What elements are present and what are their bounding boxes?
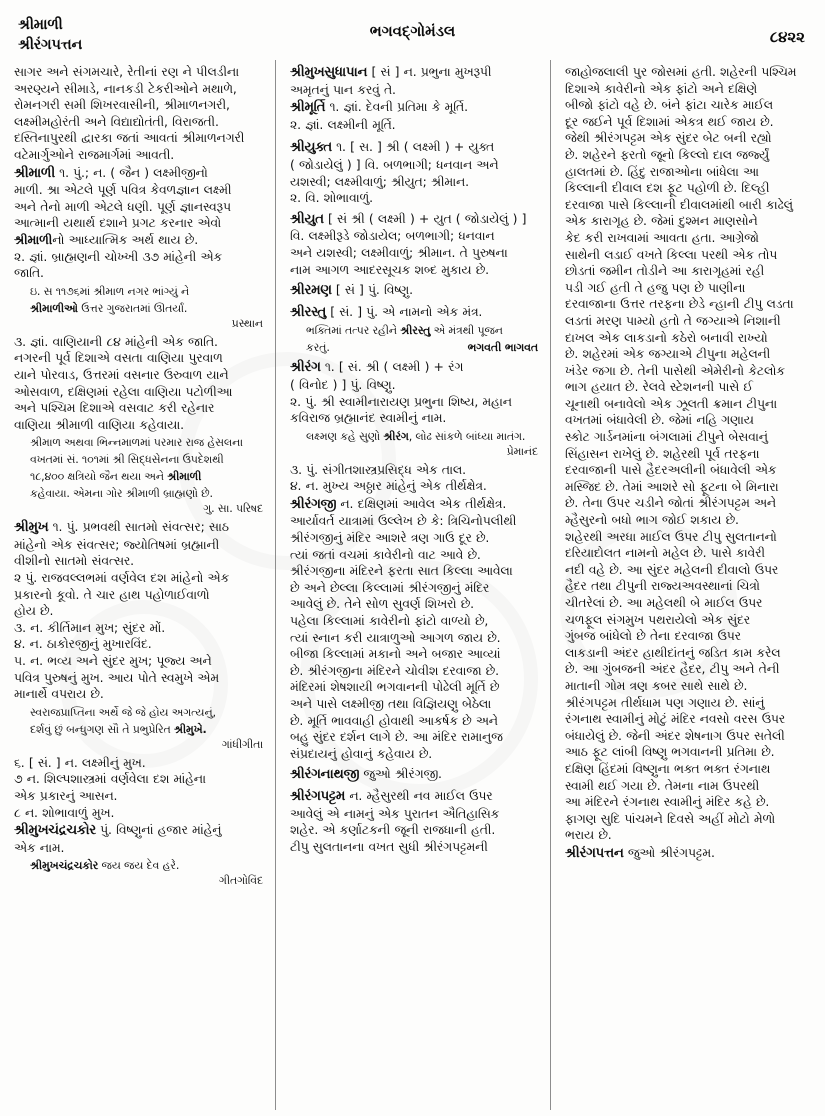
text-line: ૮ ન. શોભાવાળું મુખ. [14, 804, 115, 820]
text-line: ૨. જ્ઞાં. લક્ષ્મીની મૂર્તિ. [290, 116, 396, 132]
citation-quote [14, 722, 263, 737]
citation-source: પ્રસ્થાન [231, 316, 263, 330]
text-line: છે. આ ગુંબજની અંદર હૈદર, ટીપુ અને તેની [565, 661, 780, 677]
entry-text: ૧. [ સં. શ્રી ( લક્ષ્મી ) + રંગ [320, 359, 464, 375]
citation-quote: વખતમાં સં. ૧૦૧માં શ્રી સિદ્ધસેનના ઉપદેશથી [30, 453, 224, 467]
continued-quotation [14, 64, 263, 164]
text-line: ત્યાં સ્નાન કરી યાત્રાળુઓ આગળ જાય છે. [290, 629, 501, 645]
column-1 [0, 60, 275, 1110]
text-line: છે. શહેરને ફરતો જૂનો કિલ્લો દાલ જર્જ્યું [565, 146, 770, 162]
entry-first-line [14, 822, 263, 840]
text-line: ૩. જ્ઞાં. વાણિયાની ૮૪ માંહેની એક જાતિ. [14, 333, 218, 349]
text-line: નદી વહે છે. આ સુંદર મહેલની દીવાલો ઉપર [565, 561, 779, 577]
text-line: અને પશ્ચિમ દિશાએ વસવાટ કરી રહેનાર [14, 400, 215, 416]
text-line: સ્કોટ ગાર્ડનમાંના બંગલામાં ટીપુને બેસવાનું [565, 429, 768, 445]
bold-term: શ્રીમુખે. [173, 722, 207, 736]
dictionary-entry-shrirangapattam [290, 788, 538, 855]
text-line: દિશાએ કાવેરીનો એક ફાંટો અને દક્ષિણે [565, 80, 758, 96]
entry-text: પું. વિષ્ણુનાં હજાર માંહેનું [95, 822, 222, 838]
entry-first-line [290, 211, 538, 229]
text-line: બહુ સુંદર દર્શન લાગે છે. આ મંદિર રામાનુજ [290, 729, 503, 745]
dictionary-entry-shrirangapattam-continued [565, 64, 813, 844]
entry-text: [ સં ] પું. વિષ્ણુ. [331, 282, 413, 298]
dictionary-entry-shrirangapattan [565, 845, 813, 863]
entry-first-line [290, 304, 538, 322]
dictionary-entry-shrimukhchandrachakor [14, 822, 263, 888]
text-line: ૩. ન. કીર્તિમાન મુખ; સુંદર મોં. [14, 619, 165, 635]
text-line: દસ્તિનાપુરથી દ્વારકા જતાં આવતાં શ્રીમાળનગરી [14, 130, 245, 146]
headword: શ્રીરમણ [290, 283, 332, 299]
text-line: સંપ્રદાયનું હોવાનું કહેવાય છે. [290, 745, 433, 761]
text-line: અને તેનો માળી એટલે ધણી. પૂર્ણ જ્ઞાનસ્વરૂપ [14, 198, 231, 214]
text-line: હાલતમાં છે. હિંદુ રાજાઓના બાંધેલા આ [565, 163, 759, 179]
text-line: લાકડાની અંદર હાથીદાંતનું જડિત કામ કરેલ [565, 644, 781, 660]
entry-first-line [290, 766, 538, 784]
running-head-left-last-entry: શ્રીરંગપત્તન [18, 36, 83, 53]
entry-text: [ સં શ્રી ( લક્ષ્મી ) + યુત ( જોડાયેલું ) ] [323, 210, 527, 226]
text-line: માંહેનો એક સંવત્સર; જ્યોતિષમાં બ્રહ્માની [14, 536, 220, 552]
text-line: બંધાયેલું છે. જેની અંદર શેષનાગ ઉપર સતેલી [565, 727, 785, 743]
citation-source: ગીતગોવિંદ [218, 874, 263, 888]
text-line: સાથેની લડાઈ વખતે કિલ્લા પરથી એક તોપ [565, 246, 778, 262]
headword: શ્રીમુખસુધાપાન [290, 65, 368, 80]
text-line: શ્રીરંગજીનું મંદિર આશરે ત્રણ ગાઉ દૂર છે. [290, 530, 490, 546]
text-line: દાખલ એક લાકડાનો કઠેરો બનાવી રાખ્યો [565, 329, 768, 345]
quote-text: ૧૮,૪૦૦ ક્ષત્રિયો જૈન થયા અને [30, 470, 168, 484]
text-line: એક પ્રકારનું આસન. [14, 788, 118, 803]
citation-quote [14, 469, 263, 484]
text-line: દરવાજાના ઉત્તર તરફના છેડે ન્હાની ટીપુ લડતા [565, 296, 794, 312]
running-head-left-first-entry: શ્રીમાળી [18, 17, 63, 33]
text-line: આ મંદિરને રંગનાથ સ્વામીનું મંદિર કહે છે. [565, 794, 770, 810]
text-line: આત્માની યથાર્થ દશાને પ્રગટ કરનાર એવો [14, 215, 222, 231]
text-line: મ્હૈસુરનો બધો ભાગ જોઈ શકાય છે. [565, 512, 739, 528]
entry-text: ૧. પું.; ન. ( જૈન ) લક્ષ્મીજીનો [54, 164, 208, 180]
dictionary-entry-shrimali [14, 165, 263, 517]
text-line: દરવાજા પાસે કિલ્લાની દીવાલમાંથી બારી કાઢેલું [565, 196, 793, 212]
citation-quote: કહેવાયા. એમના ગોર શ્રીમાળી બ્રાહ્મણો છે. [30, 487, 213, 501]
dictionary-entry-shrirang [290, 359, 538, 495]
citation-source: પ્રેમાનંદ [506, 444, 538, 458]
text-line: નામ આગળ આદરસૂચક શબ્દ મુકાય છે. [290, 261, 489, 277]
text-line: કવિરાજ બ્રહ્માનંદ સ્વામીનું નામ. [290, 410, 447, 426]
text-line: માતાની ગોમ ત્રણ કબર સાથે સાથે છે. [565, 677, 748, 693]
text-line: છે. તેના ઉપર ચડીને જોતાં શ્રીરંગપટ્ટમ અને [565, 495, 777, 511]
text-line: પવિત્ર પુરુષનું મુખ. આય પોતે સ્વમુખે એમ [14, 669, 219, 685]
text-line: જેથી શ્રીરંગપટ્ટમ એક સુંદર બેટ બની રહ્યો [565, 130, 772, 146]
text-line: ભરાય છે. [565, 827, 612, 843]
text-line: ફાગણ સુદિ પાંચમને દિવસે અહીં મોટો મેળો [565, 810, 776, 826]
entry-text: [ સં. ] પું. એ નામનો એક મંત્ર. [325, 303, 483, 319]
headword: શ્રીરંગ [290, 360, 321, 376]
quote-text: ઇ. સ ૧૧૭૬માં શ્રીમાળ નગર ભાંગ્યું ને [30, 284, 190, 298]
text-line: લક્ષ્મીમહોરંતી અને વિદ્યાદ્યોતંતી, વિરાજતી. [14, 113, 219, 129]
column-3 [550, 60, 825, 1110]
entry-first-line [290, 139, 538, 157]
dictionary-entry-shrimukh [14, 519, 263, 821]
columns-container [0, 60, 825, 1110]
text-line: પ્રકારનો કૂવો. તે ચાર હાથ પહોળાઈવાળો [14, 586, 210, 602]
citation-quote [14, 301, 263, 316]
text-line: આવેલું એ નામનું એક પુરાતન ઐતિહાસિક [290, 805, 500, 821]
entry-first-line [290, 282, 538, 300]
text-line: માળી. શ્રા એટલે પૂર્ણ પવિત્ર કેવળજ્ઞાન લક્ષ્મી [14, 182, 232, 198]
text-line: વખતમાં બંધાવેલી છે. જેમાં નહિ ગણાય [565, 412, 754, 428]
quote-text: લક્ષ્મણ કહે સુણો [306, 429, 384, 443]
text-line: અને યશસ્વી; લક્ષ્મીવાળું; શ્રીમાન. તે પુરુષના [290, 244, 508, 260]
citation-source: ગુ. સા. પરિષદ [203, 502, 263, 516]
headword: શ્રીરંગજી [290, 496, 337, 512]
text-line: આઠ ફૂટ લાંબી વિષ્ણુ ભગવાનની પ્રતિમા છે. [565, 744, 775, 760]
text-line: એક નામ. [14, 839, 65, 855]
text-line: બીજા કિલ્લામાં મકાનો અને બજાર આવ્યાં [290, 646, 501, 662]
dictionary-entry-shrimurti [290, 99, 538, 133]
headword: શ્રીયુક્ત [290, 140, 332, 156]
text-line: ગુંબજ બાંધેલો છે તેના દરવાજા ઉપર [565, 628, 741, 644]
text-line: યાને પોરવાડ, ઉત્તરમાં વસનાર ઉરુવાળ યાને [14, 366, 229, 382]
text-line: છોડતાં જમીન તોડીને આ કારાગૃહમાં રહી [565, 263, 765, 279]
dictionary-entry-shrimukhsudhapan [290, 64, 538, 98]
text-line: ઓસવાળ, દક્ષિણમાં રહેલા વાણિયા પટોળીઆ [14, 383, 233, 399]
entry-first-line [290, 64, 538, 82]
text-line: ટીપુ સુલતાનના વખત સુધી શ્રીરંગપટ્ટમની [290, 838, 488, 854]
quote-text: કરતું. [306, 341, 330, 355]
cross-reference: જુઓ શ્રીરંગજી. [359, 766, 442, 782]
text-line: ચળફૂલ સંગમુખ પથરાયેલો એક સુંદર [565, 611, 751, 627]
text-line: મસ્જિદ છે. તેમાં આશરે સો ફૂટના બે મિનારા [565, 478, 779, 494]
entry-text: ન. દક્ષિણમાં આવેલ એક તીર્થક્ષેત્ર. [336, 495, 507, 511]
text-line: વટેમાર્ગુઓને રાજમાર્ગમાં આવતી. [14, 146, 175, 162]
headword: શ્રીમાળી [14, 165, 55, 181]
text-line: પહેલા કિલ્લામાં કાવેરીનો ફાંટો વાળ્યો છે, [290, 613, 489, 629]
text-line: ( જોડાયેલું ) ] વિ. બળભાગી; ધનવાન અને [290, 156, 499, 172]
citation-source: ભગવતી ભાગવત [467, 341, 538, 355]
quote-text: એ મંત્રથી પૂજન [430, 324, 503, 338]
entry-first-line [290, 359, 538, 377]
entry-text: [ સં ] ન. પ્રભુના મુખરૂપી [367, 64, 492, 79]
citation-quote: સ્વરાજપ્રાપ્તિના અર્થે જે જે હોય અગત્યનું, [30, 705, 216, 719]
text-line: અને પાસે લક્ષ્મીજી તથા વિજ્ઞિયણુ બેઠેલા [290, 696, 492, 711]
bold-term: શ્રીરંગ [383, 429, 409, 443]
bold-term: શ્રીરસ્તુ [400, 324, 431, 338]
text-line: રોમનગરી સમી શિખરવાસીની, શ્રીમાળનગરી, [14, 97, 230, 113]
text-line: હૈદર તથા ટીપુની રાજ્યઅવસ્થાનાં ચિત્રો [565, 578, 760, 594]
text-line: વિ. લક્ષ્મીરૂડે જોડાયેલ; બળભાગી; ધનવાન [290, 228, 495, 244]
text-line: માનાર્થે વપરાય છે. [14, 686, 104, 702]
text-line: શ્રીરંગપટ્ટમ તીર્થધામ પણ ગણાય છે. સાંનું [565, 694, 765, 710]
text-line: ૫. ન. ભવ્ય અને સુંદર મુખ; પૂજ્ય અને [14, 653, 212, 669]
cross-reference: જુઓ શ્રીરંગપટ્ટમ. [623, 844, 715, 860]
text-line: આવેલું છે. તેને સોળ સુવર્ણ શિખરો છે. [290, 596, 474, 612]
text-line: જાહોજલાલી પુર જોસમાં હતી. શહેરની પશ્ચિમ [565, 64, 797, 79]
entry-first-line [14, 165, 263, 183]
running-head [0, 0, 825, 62]
book-title: ભગવદ્‌ગોમંડલ [369, 22, 456, 40]
page-number: ૮૪૨૨ [769, 28, 805, 46]
text-line: ચૂનાથી બનાવેલો એક ઝૂલતી ક્રમાન ટીપુના [565, 395, 777, 411]
text-line: વાણિયા શ્રીમાળી વાણિયા કહેવાયા. [14, 416, 184, 432]
text-line: છે. શહેરમાં એક જગ્યાએ ટીપુના મહેલની [565, 346, 771, 362]
citation-quote [290, 429, 538, 444]
headword: શ્રીરંગપટ્ટમ [290, 788, 346, 804]
dictionary-entry-shriyukta [290, 139, 538, 206]
entry-first-line [290, 496, 538, 514]
entry-text: ૧. પું. પ્રભવથી સાતમો સંવત્સર; સાઠ [48, 519, 229, 535]
text-line: બીજો ફાંટો વહે છે. બંને ફાંટા ચારેક માઈલ [565, 97, 773, 113]
text-line: ૨. જ્ઞાં. બ્રાહ્મણની ચોખ્ખી ૩૭ માંહેની એક [14, 248, 223, 264]
citation-quote [290, 340, 538, 355]
text-line: સ્વામી થઈ ગયા છે. તેમના નામ ઉપરથી [565, 777, 760, 793]
headword: શ્રીરંગનાથજી [290, 767, 360, 783]
text-line: ૪. ન. ઠાકોરજીનું મુખારવિંદ. [14, 636, 152, 652]
entry-first-line [290, 99, 538, 117]
headword: શ્રીયુત [290, 211, 324, 227]
text-line: ખંડેર જગા છે. તેની પાસેથી એમેરીનો કેટલોક [565, 362, 785, 378]
headword: શ્રીરસ્તુ [290, 304, 326, 320]
quote-text: ઉત્તર ગુજરાતમાં ઊતર્યાં. [77, 301, 188, 315]
citation-quote [14, 858, 263, 873]
quote-text: , લોઢ સાંકળે બાંધ્યા માતંગ. [408, 429, 526, 443]
text-line: શહેરથી અરધા માઈલ ઉપર ટીપુ સુલતાનનો [565, 528, 777, 544]
text-line: ૪. ન. મુખ્ય અઠ્ઠાર માંહેનું એક તીર્થક્ષેત્ર. [290, 478, 487, 494]
column-2 [275, 60, 550, 1110]
text-line: ૭ ન. શિલ્પશાસ્ત્રમાં વર્ણવેલા દશ માંહેના [14, 771, 206, 787]
quote-text: જય જય દેવ હરે. [98, 859, 180, 873]
text-line: ૬. [ સં. ] ન. લક્ષ્મીનું મુખ. [14, 754, 146, 770]
text-line: વીશીનો સાતમો સંવત્સર. [14, 553, 134, 569]
headword: શ્રીરંગપત્તન [565, 845, 624, 861]
dictionary-entry-shrirangji [290, 496, 538, 763]
text-line: ૩. પું. સંગીતશાસ્ત્રપ્રસિદ્ધ એક તાલ. [290, 461, 466, 477]
dictionary-entry-shrirastu [290, 304, 538, 356]
text-line: શહેર. એ કર્ણાટકની જૂની રાજધાની હતી. [290, 822, 496, 838]
text-line: દૂર જઈને પૂર્વ દિશામાં એકત્ર થઈ જાય છે. [565, 113, 774, 129]
text-line: એક કારાગૃહ છે. જેમાં દુશ્મન માણસોને [565, 213, 758, 229]
text-line: લડતાં મરણ પામ્યો હતો તે જગ્યાએ નિશાની [565, 312, 781, 328]
text-line: દરવાજાની પાસે હૈદરઅલીની બંધાવેલી એક [565, 462, 777, 478]
text-line: દરિયાદોલત નામનો મહેલ છે. પાસે કાવેરી [565, 545, 765, 561]
entry-text: ન. મ્હૈસુરથી નવ માઈલ ઉપર [345, 787, 493, 803]
text-line: શ્રીરંગજીના મંદિરને ફરતા સાત કિલ્લા આવેલા [290, 563, 513, 579]
text-line [14, 232, 263, 249]
text-line: અમૃતનું પાન કરવું તે. [290, 81, 396, 97]
text-line: પડી ગઈ હતી તે હજુ પણ છે પાણીના [565, 279, 746, 295]
text-line: છે અને છેલ્લા કિલ્લામાં શ્રીરંગજીનું મંદિર [290, 579, 490, 595]
citation-quote [14, 284, 263, 299]
text-line: સાગર અને સંગમચારે, રેતીનાં રણ ને પીલડીના [14, 64, 239, 79]
text-line: ૨. પું. શ્રી સ્વામીનારાયણ પ્રભુના શિષ્ય, મહાન [290, 393, 512, 409]
text-line: છે. શ્રીરંગજીના મંદિરને ચોવીશ દરવાજા છે. [290, 662, 499, 678]
text-line: અરણ્યને સીમાડે, નાનકડી ટેકરીઓને મથાળે, [14, 80, 237, 96]
entry-first-line [290, 788, 538, 806]
entry-first-line [14, 519, 263, 537]
text-line: હોય છે. [14, 603, 54, 619]
citation-quote: શ્રીમાળ અથવા ભિન્નમાળમાં પરમાર રાજ હેસલના [30, 436, 243, 450]
text-line: કેદ કરી રાખવામાં આવતા હતા. આગ્રેજો [565, 229, 759, 245]
text-line: રંગનાથ સ્વામીનું મોટું મંદિર નવસો વરસ ઉપર [565, 711, 786, 727]
headword: શ્રીમૂર્તિ [290, 100, 326, 116]
entry-first-line [565, 845, 813, 863]
entry-text: ૧. [ સ. ] શ્રી ( લક્ષ્મી ) + યુક્ત [331, 139, 495, 155]
text-line: યશસ્વી; લક્ષ્મીવાળું; શ્રીયુત; શ્રીમાન. [290, 173, 469, 189]
text-line: ( વિનોદ ) ] પું. વિષ્ણુ. [290, 376, 396, 392]
dictionary-entry-shriyut [290, 211, 538, 278]
text-line: દક્ષિણ હિંદમાં વિષ્ણુના ભક્ત ભક્ત રંગનાથ [565, 760, 771, 776]
text-line: ચીતરેલાં છે. આ મહેલથી બે માઈલ ઉપર [565, 595, 763, 610]
text-line: ૨ પું. રાજવલ્લભમાં વર્ણવેલ દશ માંહેનો એક [14, 570, 230, 586]
quote-text: ભક્તિમાં તત્પર રહીને [306, 324, 401, 338]
text-line: આર્યાવર્ત યાત્રામાં ઉલ્લેખ છે કે: ત્રિચિનોપલીથી [290, 513, 517, 529]
text-line: સિંહાસન રાખેલું છે. શહેરથી પૂર્વ તરફના [565, 445, 760, 461]
text-line: મંદિરમાં શેષશાયી ભગવાનની પોઢેલી મૂર્તિ છે [290, 679, 500, 695]
citation-source: ગાંધીગીતા [221, 737, 263, 751]
text-line: ભાગ હયાત છે. રેલવે સ્ટેશનની પાસે ઈ [565, 379, 753, 395]
text-line: નગરની પૂર્વ દિશાએ વસતા વાણિયા પુરવાળ [14, 350, 223, 366]
bold-term: શ્રીમુખચંદ્રચકોર [30, 859, 99, 873]
dictionary-entry-shriraman [290, 282, 538, 300]
text-line: છે. મૂર્તિ ભાવવાહી હોવાથી આકર્ષક છે અને [290, 712, 498, 728]
bold-term: શ્રીમાળી [167, 470, 202, 484]
bold-term: શ્રીમાળીઓ [30, 301, 78, 315]
dictionary-entry-shriranganathji [290, 766, 538, 784]
text-line: ત્યાં જતાં વચમાં કાવેરીનો વાટ આવે છે. [290, 546, 481, 562]
bold-term: શ્રીમાળી [14, 231, 53, 247]
headword: શ્રીમુખ [14, 520, 49, 536]
entry-text: ૧. જ્ઞાં. દેવની પ્રતિમા કે મૂર્તિ. [325, 99, 468, 115]
entry-text: નો આધ્યાત્મિક અર્થ થાય છે. [52, 231, 198, 247]
headword: શ્રીમુખચંદ્રચકોર [14, 823, 96, 839]
text-line: કિલ્લાની દીવાલ દશ ફૂટ પહોળી છે. દિલ્હી [565, 180, 770, 196]
citation-quote [290, 323, 538, 338]
quote-text: દર્શવું છું બન્ધુગણ સૌ તે પ્રભુપ્રેરિત [30, 722, 174, 736]
text-line: ૨. વિ. શોભાવાળું. [290, 190, 373, 206]
text-line: જાતિ. [14, 265, 44, 281]
